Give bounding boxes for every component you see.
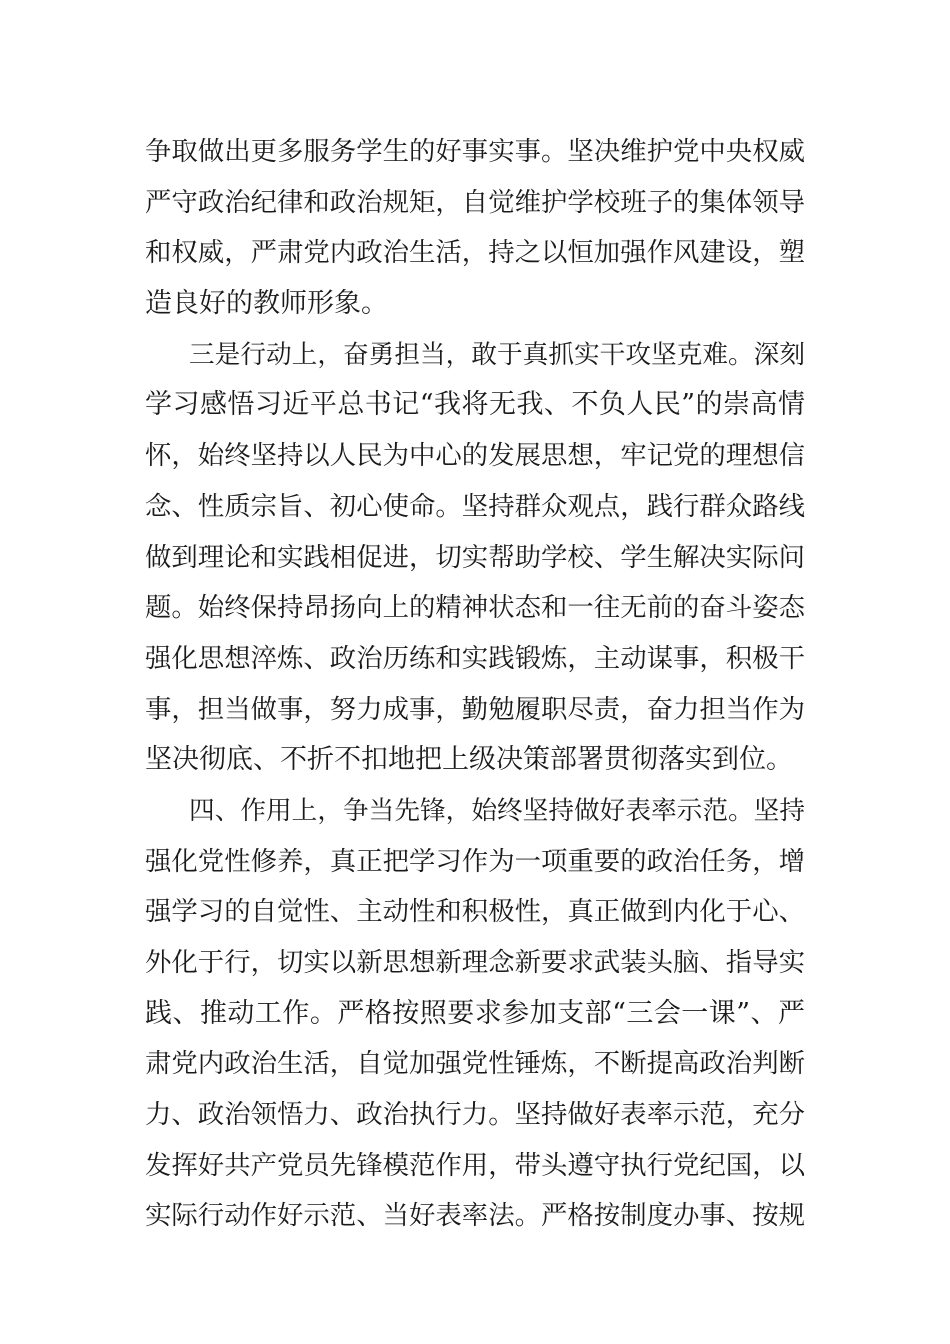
text-line: 强学习的自觉性、主动性和积极性，真正做到内化于心、 xyxy=(145,896,805,928)
document-body xyxy=(145,127,805,1242)
text-line: 做到理论和实践相促进，切实帮助学校、学生解决实际问 xyxy=(145,541,805,573)
text-line: 力、政治领悟力、政治执行力。坚持做好表率示范，充分 xyxy=(145,1099,805,1131)
text-line: 念、性质宗旨、初心使命。坚持群众观点，践行群众路线 xyxy=(145,490,805,522)
text-line: 事，担当做事，努力成事，勤勉履职尽责，奋力担当作为 xyxy=(145,693,805,725)
text-line: 实际行动作好示范、当好表率法。严格按制度办事、按规 xyxy=(145,1200,805,1232)
text-line: 严守政治纪律和政治规矩，自觉维护学校班子的集体领导 xyxy=(145,186,805,218)
text-line: 学习感悟习近平总书记“我将无我、不负人民”的崇高情 xyxy=(145,389,805,421)
paragraph xyxy=(145,127,805,330)
paragraph xyxy=(145,786,805,1242)
paragraph xyxy=(145,330,805,786)
text-line: 肃党内政治生活，自觉加强党性锤炼，不断提高政治判断 xyxy=(145,1048,805,1080)
text-line: 强化思想淬炼、政治历练和实践锻炼，主动谋事，积极干 xyxy=(145,642,805,674)
text-line: 三是行动上，奋勇担当，敢于真抓实干攻坚克难。深刻 xyxy=(189,339,805,370)
text-line: 外化于行，切实以新思想新理念新要求武装头脑、指导实 xyxy=(145,947,805,978)
text-line: 坚决彻底、不折不扣地把上级决策部署贯彻落实到位。 xyxy=(145,744,793,776)
text-line: 四、作用上，争当先锋，始终坚持做好表率示范。坚持 xyxy=(189,795,805,826)
text-line: 践、推动工作。严格按照要求参加支部“三会一课”、严 xyxy=(145,997,805,1029)
text-line: 发挥好共产党员先锋模范作用，带头遵守执行党纪国，以 xyxy=(145,1149,805,1181)
text-line: 造良好的教师形象。 xyxy=(145,288,388,320)
text-line: 和权威，严肃党内政治生活，持之以恒加强作风建设，塑 xyxy=(145,237,805,269)
text-line: 题。始终保持昂扬向上的精神状态和一往无前的奋斗姿态 xyxy=(145,592,805,624)
text-line: 争取做出更多服务学生的好事实事。坚决维护党中央权威 xyxy=(145,136,805,167)
text-line: 强化党性修养，真正把学习作为一项重要的政治任务，增 xyxy=(145,845,805,877)
text-line: 怀，始终坚持以人民为中心的发展思想，牢记党的理想信 xyxy=(145,440,805,472)
